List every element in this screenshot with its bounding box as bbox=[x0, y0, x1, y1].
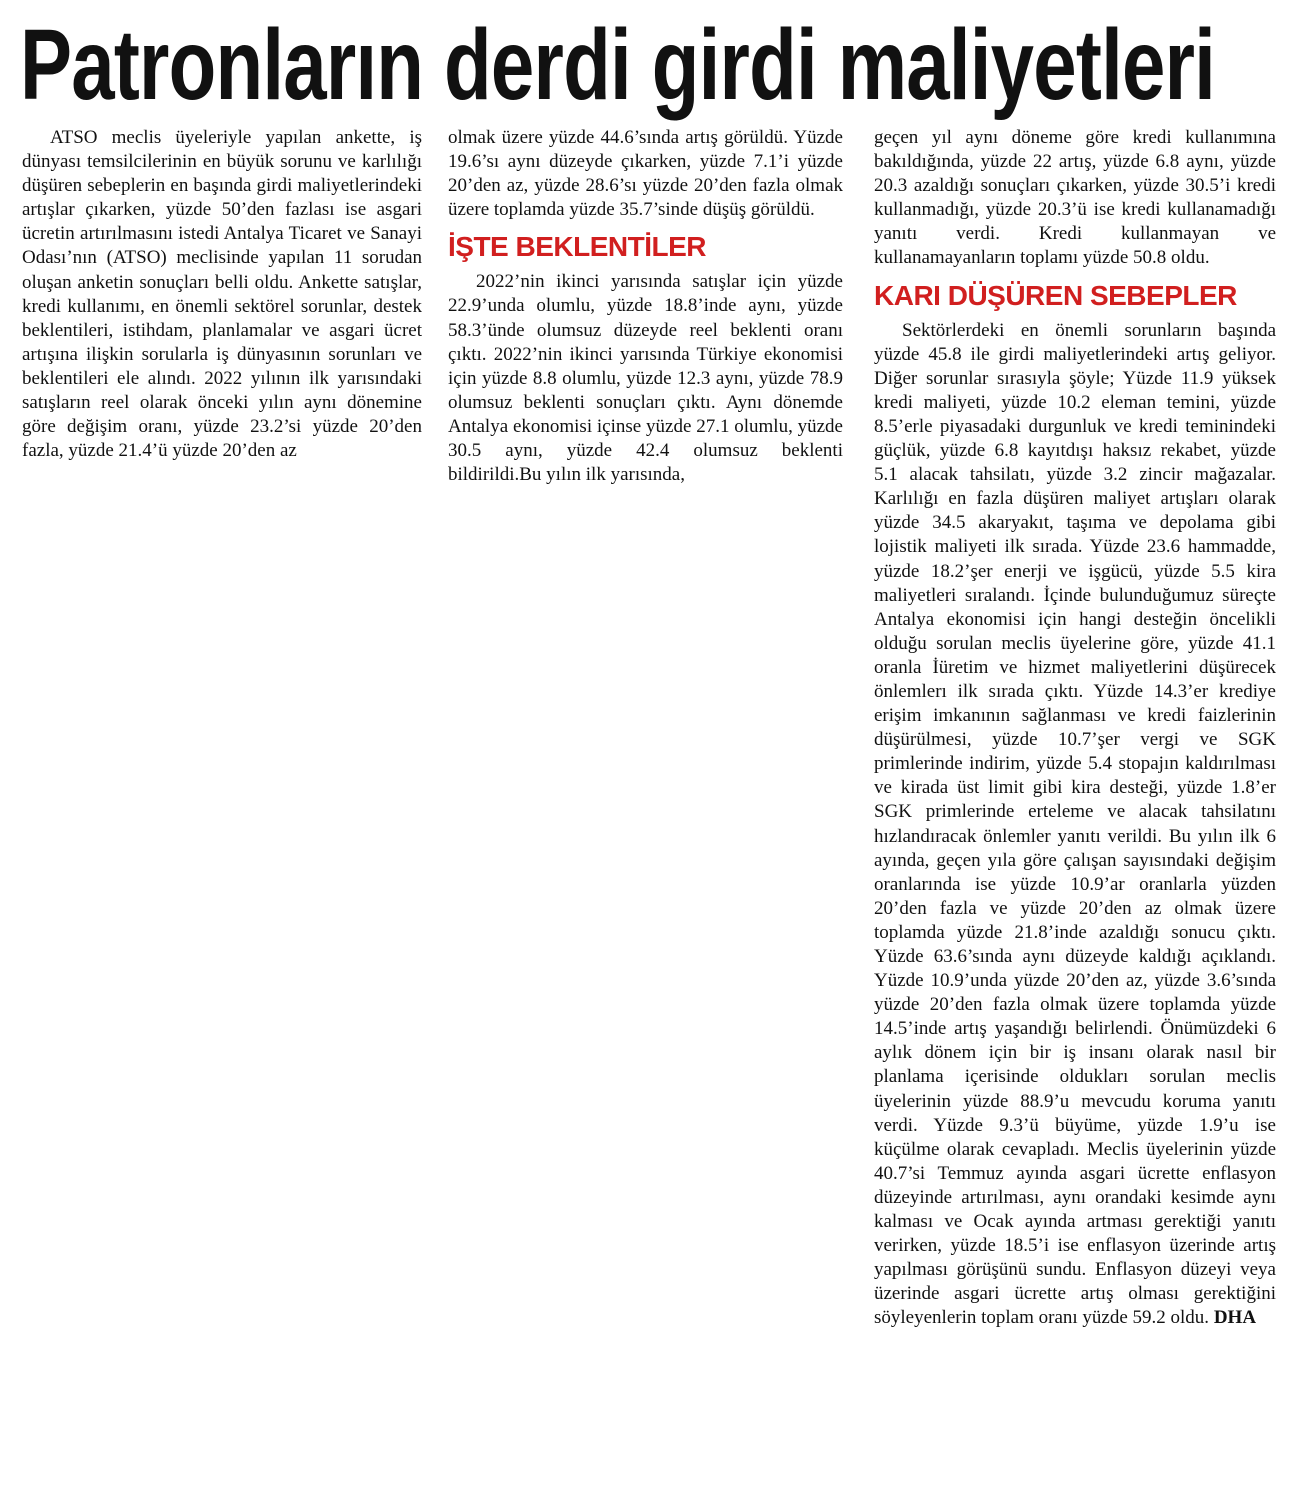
paragraph: olmak üzere yüzde 44.6’sında artış görüldü. Yüzde 19.6’sı aynı düzeyde çıkarken, yüzde 7.1’i yüzde 20’den az, yüzde 28.6’sı yüzde 20’den fazla olmak üzere toplamda yüzde 35.7’sinde düşüş görüldü. bbox=[448, 127, 843, 221]
section-subhead-expectations: İŞTE BEKLENTİLER bbox=[448, 231, 707, 263]
headline: Patronların derdi girdi maliyetleri bbox=[20, 9, 1216, 121]
paragraph-final bbox=[874, 319, 1276, 1331]
article-column-1 bbox=[22, 126, 422, 463]
paragraph-text: Sektörlerdeki en önemli sorunların başında yüzde 45.8 ile girdi maliyetlerindeki artış geliyor. Diğer sorunlar sırasıyla şöyle; Yüzde 11.9 yüksek kredi maliyeti, yüzde 10.2 eleman temini, yüzde 8.5’erle piyasadaki durgunluk ve kredi teminindeki güçlük, yüzde 6.8 kayıtdışı haksız rekabet, yüzde 5.1 alacak tahsilatı, yüzde 3.2 zincir mağazalar. Karlılığı en fazla düşüren maliyet artışları olarak yüzde 34.5 akaryakıt, taşıma ve depolama gibi lojistik maliyeti ilk sırada. Yüzde 23.6 hammadde, yüzde 18.2’şer enerji ve işgücü, yüzde 5.5 kira maliyetleri sıralandı. İçinde bulunduğumuz süreçte Antalya ekonomisi için hangi desteğin öncelikli olduğu sorulan meclis üyelerine göre, yüzde 41.1 oranla İüretim ve hizmet maliyetlerini düşürecek önlemlerı ilk sırada çıktı. Yüzde 14.3’er krediye erişim imkanının sağlanması ve kredi faizlerinin düşürülmesi, yüzde 10.7’şer vergi ve SGK primlerinde indirim, yüzde 5.4 stopajın kaldırılması ve kirada üst limit gibi kira desteği, yüzde 1.8’er SGK primlerinde erteleme ve alacak tahsilatını hızlandıracak önlemler yanıtı verildi. Bu yılın ilk 6 ayında, geçen yıla göre çalışan sayısındaki değişim oranlarında ise yüzde 10.9’ar oranlarla yüzden 20’den fazla ve yüzde 20’den az olmak üzere toplamda yüzde 21.8’inde azaldığı sonucu çıktı. Yüzde 63.6’sında aynı düzeyde kaldığı açıklandı. Yüzde 10.9’unda yüzde 20’den az, yüzde 3.6’sında yüzde 20’den fazla olmak üzere toplamda yüzde 14.5’inde artış yaşandığı belirlendi. Önümüzdeki 6 aylık dönem için bir iş insanı olarak nasıl bir planlama içerisinde oldukları sorulan meclis üyelerinin yüzde 88.9’u mevcudu koruma yanıtı verdi. Yüzde 9.3’ü büyüme, yüzde 1.9’u ise küçülme olarak cevapladı. Meclis üyelerinin yüzde 40.7’si Temmuz ayında asgari ücrette enflasyon düzeyinde artırılması, aynı orandaki kesimde aynı kalması ve Ocak ayında artması gerektiği yanıtı verirken, yüzde 18.5’i ise enflasyon üzerinde artış yapılması görüşünü sundu. Enflasyon düzeyi veya üzerinde asgari ücrette artış olması gerektiğini söyleyenlerin toplam oranı yüzde 59.2 oldu. bbox=[874, 319, 1276, 1329]
article-column-3 bbox=[874, 126, 1276, 1331]
section-subhead-profit-reasons: KARI DÜŞÜREN SEBEPLER bbox=[874, 279, 1237, 311]
news-agency-credit: DHA bbox=[1213, 1307, 1257, 1329]
paragraph: ATSO meclis üyeleriyle yapılan ankette, iş dünyası temsilcilerinin en büyük sorunu ve karlılığı düşüren sebeplerin en başında girdi maliyetlerindeki artışlar çıkarken, yüzde 50’den fazlası ise asgari ücretin artırılmasını istedi Antalya Ticaret ve Sanayi Odası’nın (ATSO) meclisinde yapılan 11 sorudan oluşan anketin sonuçları belli oldu. Ankette satışlar, kredi kullanımı, en önemli sektörel sorunlar, destek beklentileri, istihdam, planlamalar ve asgari ücret artışına ilişkin sorularla iş dünyasının sorunları ve beklentileri ele alındı. 2022 yılının ilk yarısındaki satışların reel olarak önceki yılın aynı dönemine göre değişim oranı, yüzde 23.2’si yüzde 20’den fazla, yüzde 21.4’ü yüzde 20’den az bbox=[22, 127, 422, 462]
paragraph: 2022’nin ikinci yarısında satışlar için yüzde 22.9’unda olumlu, yüzde 18.8’inde aynı, yüzde 58.3’ünde olumsuz düzeyde reel beklenti oranı çıktı. 2022’nin ikinci yarısında Türkiye ekonomisi için yüzde 8.8 olumlu, yüzde 12.3 aynı, yüzde 78.9 olumsuz beklenti sonuçları çıktı. Aynı dönemde Antalya ekonomisi içinse yüzde 27.1 olumlu, yüzde 30.5 aynı, yüzde 42.4 olumsuz beklenti bildirildi.Bu yılın ilk yarısında, bbox=[448, 271, 843, 486]
article-column-2 bbox=[448, 126, 843, 487]
paragraph: geçen yıl aynı döneme göre kredi kullanımına bakıldığında, yüzde 22 artış, yüzde 6.8 aynı, yüzde 20.3 azaldığı sonuçları çıkarken, yüzde 30.5’i kredi kullanmadığı, yüzde 20.3’ü ise kredi kullanamadığı yanıtı verdi. Kredi kullanmayan ve kullanamayanların toplamı yüzde 50.8 oldu. bbox=[874, 127, 1276, 269]
